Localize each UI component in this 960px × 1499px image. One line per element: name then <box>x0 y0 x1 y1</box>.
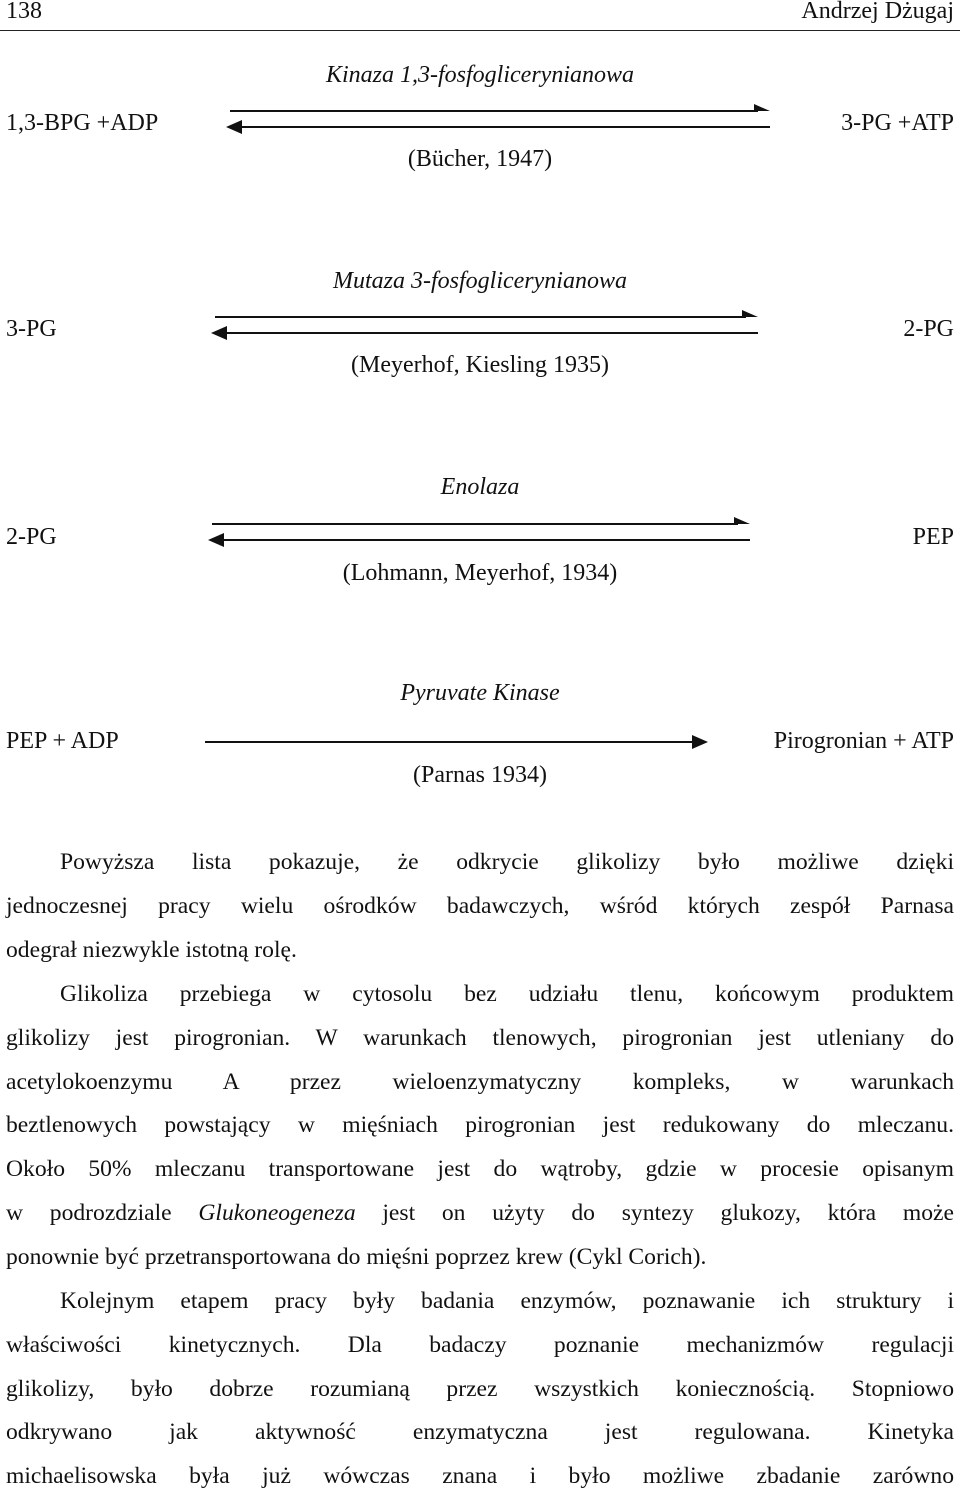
text-line: acetylokoenzymu A przez wieloenzymatyczny kompleks, w warunkach <box>6 1068 954 1095</box>
italic-term: Glukoneogeneza <box>198 1199 356 1226</box>
text-line: Około 50% mleczanu transportowane jest do wątroby, gdzie w procesie opisanym <box>6 1156 954 1183</box>
citation-2: (Meyerhof, Kiesling 1935) <box>351 352 609 378</box>
text-run: w podrozdziale <box>6 1199 199 1226</box>
text-line: Kolejnym etapem pracy były badania enzymów, poznawanie ich struktury i <box>60 1288 954 1314</box>
page-number: 138 <box>6 0 42 24</box>
enzyme-name-1: Kinaza 1,3-fosfoglicerynianowa <box>326 62 634 88</box>
product-3: PEP <box>912 524 954 550</box>
enzyme-name-3: Enolaza <box>440 474 520 500</box>
text-line: glikolizy jest pirogronian. W warunkach tlenowych, pirogronian jest utleniany do <box>6 1024 954 1051</box>
product-1: 3-PG +ATP <box>841 110 954 136</box>
paragraph-1 <box>6 841 954 972</box>
enzyme-name-2: Mutaza 3-fosfoglicerynianowa <box>333 268 627 294</box>
citation-4: (Parnas 1934) <box>413 762 547 788</box>
paragraph-3 <box>6 1280 954 1499</box>
text-line: ponownie być przetransportowana do mięśni poprzez krew (Cykl Corich). <box>6 1243 707 1270</box>
text-line <box>6 1192 954 1236</box>
text-line: michaelisowska była już wówczas znana i było możliwe zbadanie zarówno <box>6 1463 954 1490</box>
text-line: beztlenowych powstający w mięśniach pirogronian jest redukowany do mleczanu. <box>6 1112 954 1139</box>
text-line: odkrywano jak aktywność enzymatyczna jest regulowana. Kinetyka <box>6 1419 954 1446</box>
substrate-2: 3-PG <box>6 316 57 342</box>
substrate-4: PEP + ADP <box>6 728 119 754</box>
citation-1: (Bücher, 1947) <box>407 146 553 172</box>
text-line: Glikoliza przebiega w cytosolu bez udziału tlenu, końcowym produktem <box>60 981 954 1007</box>
product-4: Pirogronian + ATP <box>773 728 954 754</box>
text-line: glikolizy, było dobrze rozumianą przez wszystkich koniecznością. Stopniowo <box>6 1375 954 1402</box>
substrate-1: 1,3-BPG +ADP <box>6 110 159 136</box>
text-line: właściwości kinetycznych. Dla badaczy poznanie mechanizmów regulacji <box>6 1331 954 1358</box>
text-line: odegrał niezwykle istotną rolę. <box>6 936 297 963</box>
paragraph-2 <box>6 973 954 1280</box>
product-2: 2-PG <box>903 316 954 342</box>
substrate-3: 2-PG <box>6 524 57 550</box>
text-run: jest on użyty do syntezy glukozy, która może <box>355 1199 954 1226</box>
running-head-author: Andrzej Dżugaj <box>801 0 954 24</box>
text-line: jednoczesnej pracy wielu ośrodków badawczych, wśród których zespół Parnasa <box>6 892 954 919</box>
citation-3: (Lohmann, Meyerhof, 1934) <box>342 560 618 586</box>
enzyme-name-4: Pyruvate Kinase <box>400 680 560 706</box>
text-line: Powyższa lista pokazuje, że odkrycie glikolizy było możliwe dzięki <box>60 849 954 875</box>
